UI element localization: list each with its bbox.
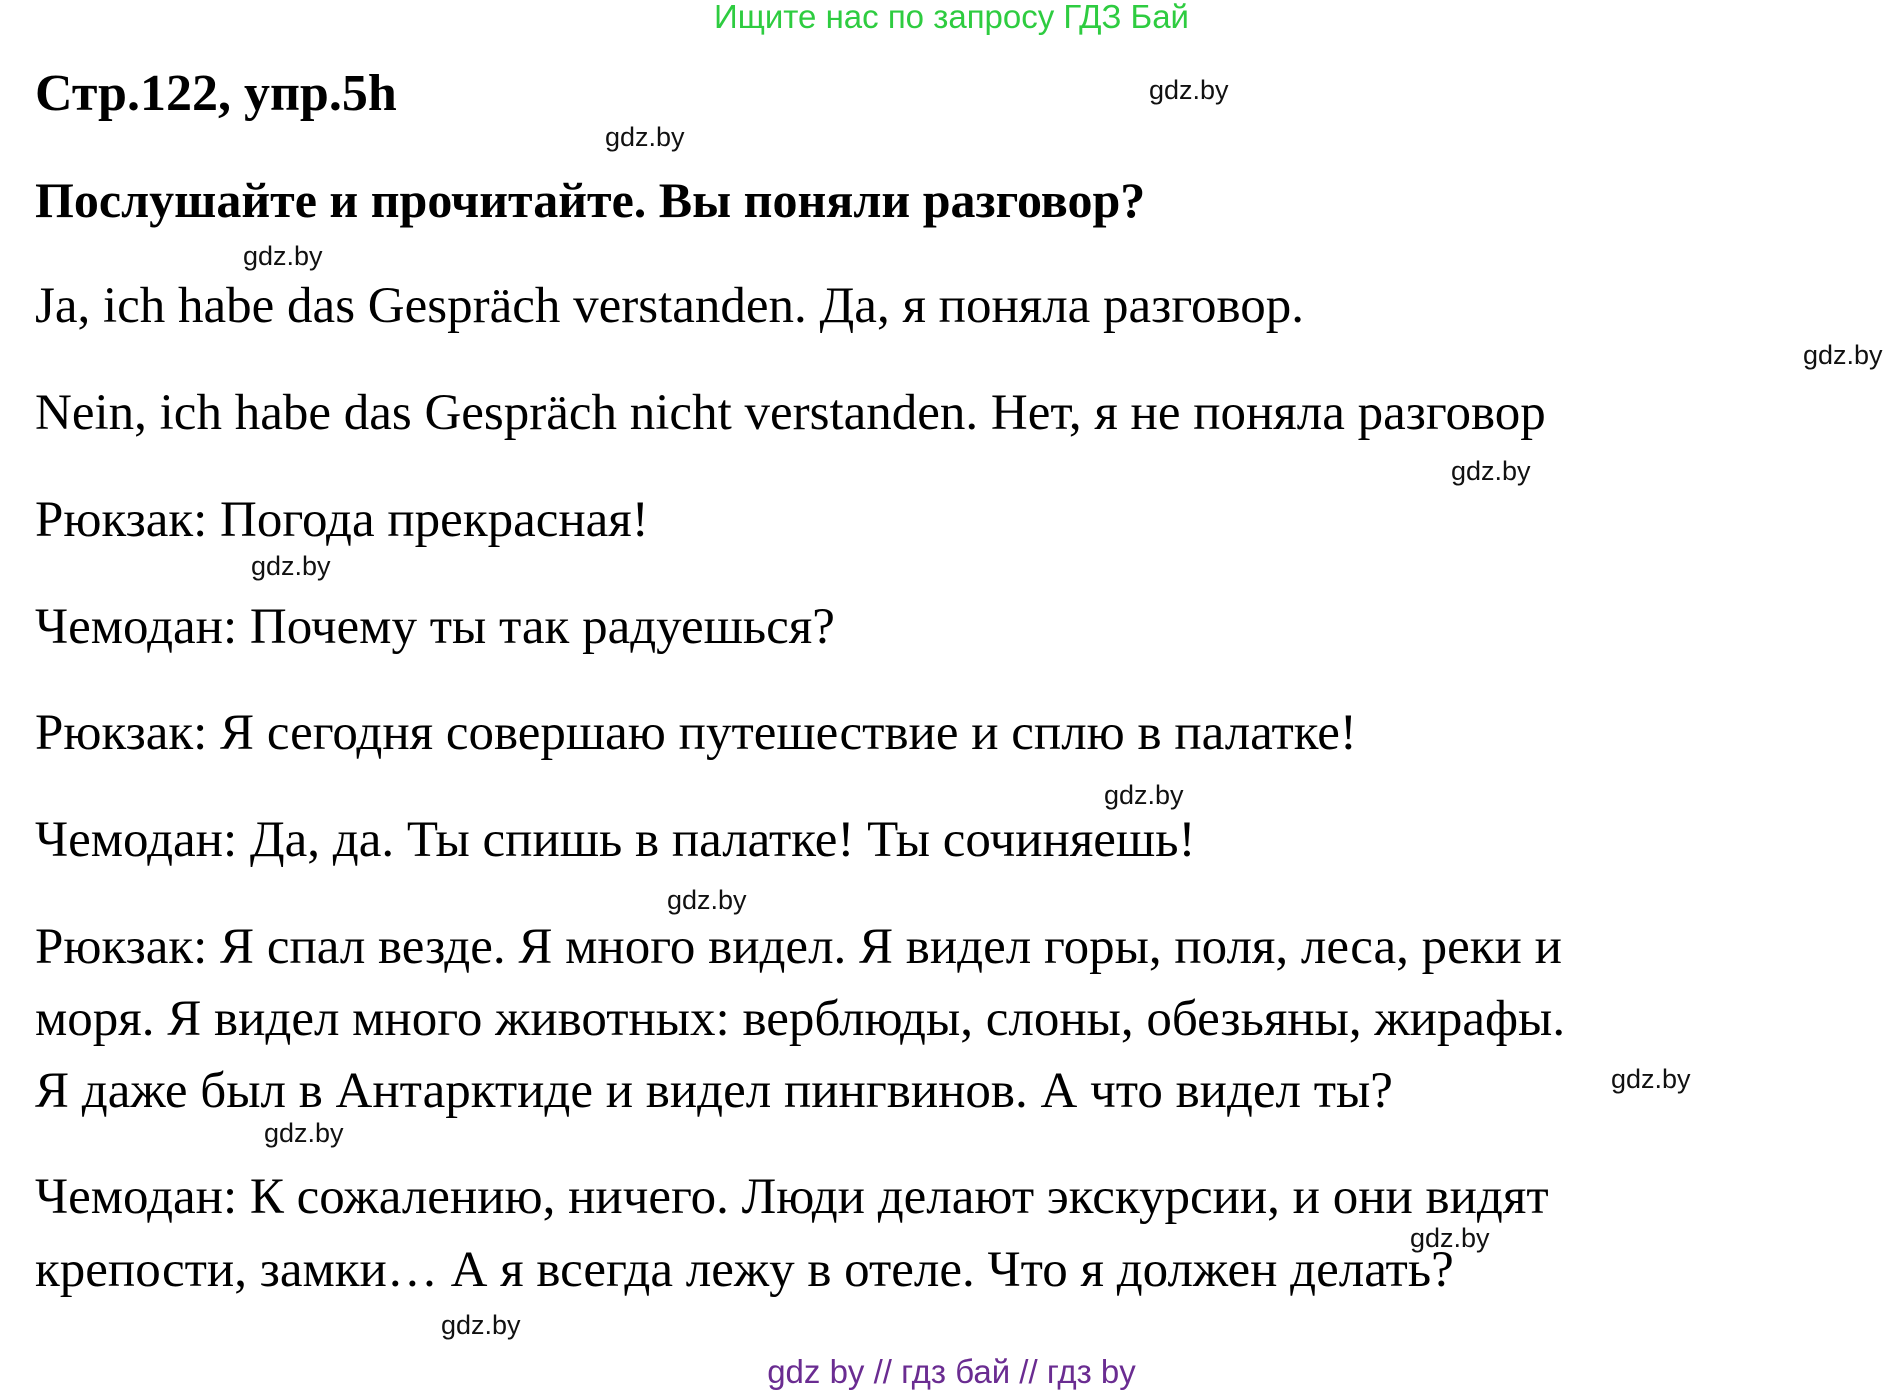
watermark: gdz.by (1611, 1064, 1691, 1094)
watermark: gdz.by (605, 122, 685, 152)
watermark: gdz.by (251, 551, 331, 581)
text-line: Nein, ich habe das Gespräch nicht verstanden. Нет, я не поняла разговор (35, 385, 1546, 441)
text-line: Я даже был в Антарктиде и видел пингвинов. А что видел ты? (35, 1063, 1393, 1119)
text-line: Чемодан: Да, да. Ты спишь в палатке! Ты сочиняешь! (35, 812, 1196, 868)
watermark: gdz.by (1803, 340, 1883, 370)
watermark: gdz.by (441, 1310, 521, 1340)
watermark: gdz.by (1451, 456, 1531, 486)
text-line: Рюкзак: Я сегодня совершаю путешествие и сплю в палатке! (35, 705, 1357, 761)
text-line: Рюкзак: Погода прекрасная! (35, 492, 649, 548)
text-line: крепости, замки… А я всегда лежу в отеле. Что я должен делать? (35, 1242, 1454, 1298)
text-line: моря. Я видел много животных: верблюды, слоны, обезьяны, жирафы. (35, 991, 1566, 1047)
watermark: gdz.by (1104, 780, 1184, 810)
watermark: gdz.by (1149, 75, 1229, 105)
page-title: Стр.122, упр.5h (35, 65, 397, 122)
footer-links[interactable]: gdz by // гдз бай // гдз by (767, 1353, 1136, 1390)
watermark: gdz.by (243, 241, 323, 271)
task-heading: Послушайте и прочитайте. Вы поняли разговор? (35, 172, 1146, 228)
text-line: Чемодан: Почему ты так радуешься? (35, 599, 835, 655)
site-banner[interactable]: Ищите нас по запросу ГДЗ Бай (714, 0, 1189, 35)
text-line: Чемодан: К сожалению, ничего. Люди делают экскурсии, и они видят (35, 1169, 1549, 1225)
watermark: gdz.by (667, 885, 747, 915)
watermark: gdz.by (264, 1118, 344, 1148)
text-line: Рюкзак: Я спал везде. Я много видел. Я видел горы, поля, леса, реки и (35, 919, 1562, 975)
text-line: Ja, ich habe das Gespräch verstanden. Да, я поняла разговор. (35, 278, 1304, 334)
watermark: gdz.by (1410, 1223, 1490, 1253)
